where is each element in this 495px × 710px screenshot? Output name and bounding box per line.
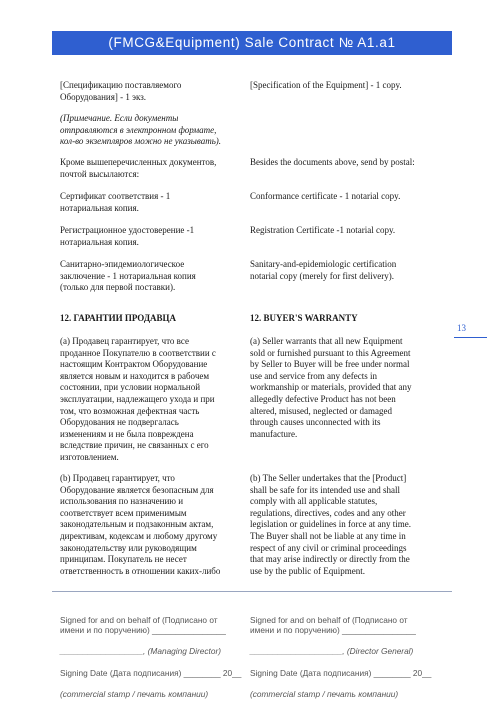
ru-specification: [Спецификацию поставляемого Оборудования] - 1 экз.	[60, 80, 182, 102]
signing-date-line: Signing Date (Дата подписания) ________ 20__	[250, 667, 432, 678]
signed-for-line: Signed for and on behalf of (Подписано от имени и по поручению) ________________	[250, 614, 416, 636]
ru-paragraph-b: (b) Продавец гарантирует, что Оборудование является безопасным для использования по назначению и соответствует всем применимым законодательным и подзаконным актам, директивам, кодексам и любому другому законодательству или руководящим принципам. Покупатель не несет ответственность в отношении каких-либо	[60, 473, 221, 576]
en-postal-docs: Besides the documents above, send by postal:	[250, 157, 415, 167]
commercial-stamp-line: (commercial stamp / печать компании)	[250, 688, 399, 699]
ru-paragraph-a: (а) Продавец гарантирует, что все проданное Покупателю в соответствии с настоящим Контрактом Оборудование является новым и находится в рабочем состоянии, при условии нормальной эксплуатации, надлежащего ухода и при том, что возможная дефектная часть Оборудования не подвергалась изменениям и не была повреждена вследствие причин, не связанных с его изготовлением.	[60, 336, 216, 462]
en-sanitary-cert: Sanitary-and-epidemiologic certification notarial copy (merely for first delivery).	[250, 259, 397, 281]
en-section-heading: 12. BUYER'S WARRANTY	[250, 313, 358, 323]
ru-section-heading: 12. ГАРАНТИИ ПРОДАВЦА	[60, 313, 177, 323]
ru-conformance-cert: Сертификат соответствия - 1 нотариальная копия.	[60, 191, 171, 213]
en-specification: [Specification of the Equipment] - 1 copy.	[250, 80, 402, 90]
en-paragraph-b: (b) The Seller undertakes that the [Product] shall be safe for its intended use and shall comply with all applicable statutes, regulations, directives, codes and any other legislation or guidelines in force at any time. The Buyer shall not be liable at any time in respect of any civil or criminal proceedings that may arise indirectly or directly from the use by the public of Equipment.	[250, 473, 411, 576]
en-registration-cert: Registration Certificate -1 notarial copy.	[250, 225, 396, 235]
contract-title: (FMCG&Equipment) Sale Contract № A1.a1	[108, 35, 396, 50]
page-number: 13	[457, 323, 466, 333]
ru-sanitary-cert: Санитарно-эпидемиологическое заключение - 1 нотариальная копия (только для первой поставки).	[60, 259, 196, 293]
signature-block-buyer	[250, 604, 450, 710]
ru-note: (Примечание. Если документы отправляются в электронном формате, кол-во экземпляров можно не указывать).	[60, 113, 222, 147]
signatory-title-line: __________________, (Managing Director)	[60, 646, 221, 657]
footer-divider	[52, 591, 452, 592]
ru-registration-cert: Регистрационное удостоверение -1 нотариальная копия.	[60, 225, 195, 247]
en-conformance-cert: Conformance certificate - 1 notarial copy.	[250, 191, 401, 201]
signing-date-line: Signing Date (Дата подписания) ________ 20__	[60, 667, 242, 678]
signed-for-line: Signed for and on behalf of (Подписано от имени и по поручению) ________________	[60, 614, 226, 636]
signature-block-seller	[60, 604, 248, 710]
page-number-rule	[454, 337, 487, 338]
commercial-stamp-line: (commercial stamp / печать компании)	[60, 688, 209, 699]
en-paragraph-a: (a) Seller warrants that all new Equipment sold or furnished pursuant to this Agreement by Seller to Buyer will be free under normal use and service from any defects in workmanship or materials, provided that any allegedly defective Product has not been altered, misused, neglected or damaged through causes unconnected with its manufacture.	[250, 336, 412, 439]
ru-postal-docs: Кроме вышеперечисленных документов, почтой высылаются:	[60, 157, 217, 179]
signatory-title-line: ____________________, (Director General)	[250, 646, 414, 657]
